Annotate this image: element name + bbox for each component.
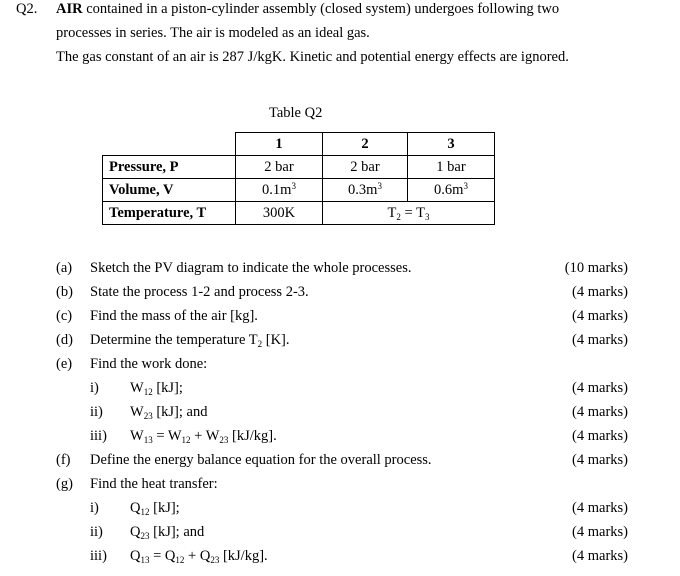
part-e-iii-marks: (4 marks) [572, 428, 628, 444]
volume-label: Volume, V [103, 179, 236, 202]
part-f-label: (f) [56, 452, 71, 468]
part-g-iii-text: $Q_{13} = Q_{12} + Q_{23}$ [kJ/kg]. [130, 548, 268, 565]
pressure-label: Pressure, P [103, 156, 236, 179]
state-1-header: 1 [236, 133, 323, 156]
part-c-label: (c) [56, 308, 73, 324]
question-subject: AIR [56, 1, 83, 17]
part-e-label: (e) [56, 356, 73, 372]
part-e-i-marks: (4 marks) [572, 380, 628, 396]
part-b-label: (b) [56, 284, 73, 300]
part-e-i-text: $W_{12}$ [kJ]; [130, 380, 183, 397]
question-number: Q2. [16, 1, 38, 17]
part-e-ii-text: $W_{23}$ [kJ]; and [130, 404, 208, 421]
part-e-i-label: i) [90, 380, 99, 396]
part-a-marks: (10 marks) [564, 260, 628, 276]
part-b-marks: (4 marks) [572, 284, 628, 300]
data-table [102, 132, 495, 225]
part-d-label: (d) [56, 332, 73, 348]
part-g-ii-label: ii) [90, 524, 103, 540]
state-2-header: 2 [323, 133, 408, 156]
part-a-text: Sketch the PV diagram to indicate the whole processes. [90, 260, 412, 276]
temperature-2-3: $T_2 = T_3$ [323, 202, 495, 225]
volume-row [103, 179, 495, 202]
part-e-ii-marks: (4 marks) [572, 404, 628, 420]
temperature-1: 300K [236, 202, 323, 225]
part-c-text: Find the mass of the air [kg]. [90, 308, 258, 324]
part-c-marks: (4 marks) [572, 308, 628, 324]
pressure-2: 2 bar [323, 156, 408, 179]
part-d-text: Determine the temperature $T_2$ [K]. [90, 332, 290, 349]
state-3-header: 3 [408, 133, 495, 156]
part-f-marks: (4 marks) [572, 452, 628, 468]
part-d-marks: (4 marks) [572, 332, 628, 348]
part-g-i-label: i) [90, 500, 99, 516]
volume-3: $0.6m^3$ [408, 179, 495, 202]
part-e-iii-text: $W_{13} = W_{12} + W_{23}$ [kJ/kg]. [130, 428, 277, 445]
question-line-2: processes in series. The air is modeled as an ideal gas. [56, 25, 370, 41]
part-a-label: (a) [56, 260, 73, 276]
part-g-text: Find the heat transfer: [90, 476, 218, 492]
part-g-i-text: $Q_{12}$ [kJ]; [130, 500, 180, 517]
question-line-1: AIR contained in a piston-cylinder assembly (closed system) undergoes following two [56, 1, 560, 17]
table-header-row [103, 133, 495, 156]
part-f-text: Define the energy balance equation for the overall process. [90, 452, 432, 468]
pressure-3: 1 bar [408, 156, 495, 179]
pressure-row [103, 156, 495, 179]
part-g-i-marks: (4 marks) [572, 500, 628, 516]
temperature-label: Temperature, T [103, 202, 236, 225]
part-e-ii-label: ii) [90, 404, 103, 420]
part-g-iii-label: iii) [90, 548, 107, 564]
part-g-label: (g) [56, 476, 73, 492]
question-line-3: The gas constant of an air is 287 J/kgK. Kinetic and potential energy effects are ignored. [56, 49, 569, 65]
part-b-text: State the process 1-2 and process 2-3. [90, 284, 309, 300]
table-corner-cell [103, 133, 236, 156]
part-g-iii-marks: (4 marks) [572, 548, 628, 564]
table-caption: Table Q2 [269, 105, 323, 121]
part-e-text: Find the work done: [90, 356, 208, 372]
part-g-ii-marks: (4 marks) [572, 524, 628, 540]
part-e-iii-label: iii) [90, 428, 107, 444]
pressure-1: 2 bar [236, 156, 323, 179]
volume-2: $0.3m^3$ [323, 179, 408, 202]
temperature-row [103, 202, 495, 225]
part-g-ii-text: $Q_{23}$ [kJ]; and [130, 524, 205, 541]
volume-1: $0.1m^3$ [236, 179, 323, 202]
